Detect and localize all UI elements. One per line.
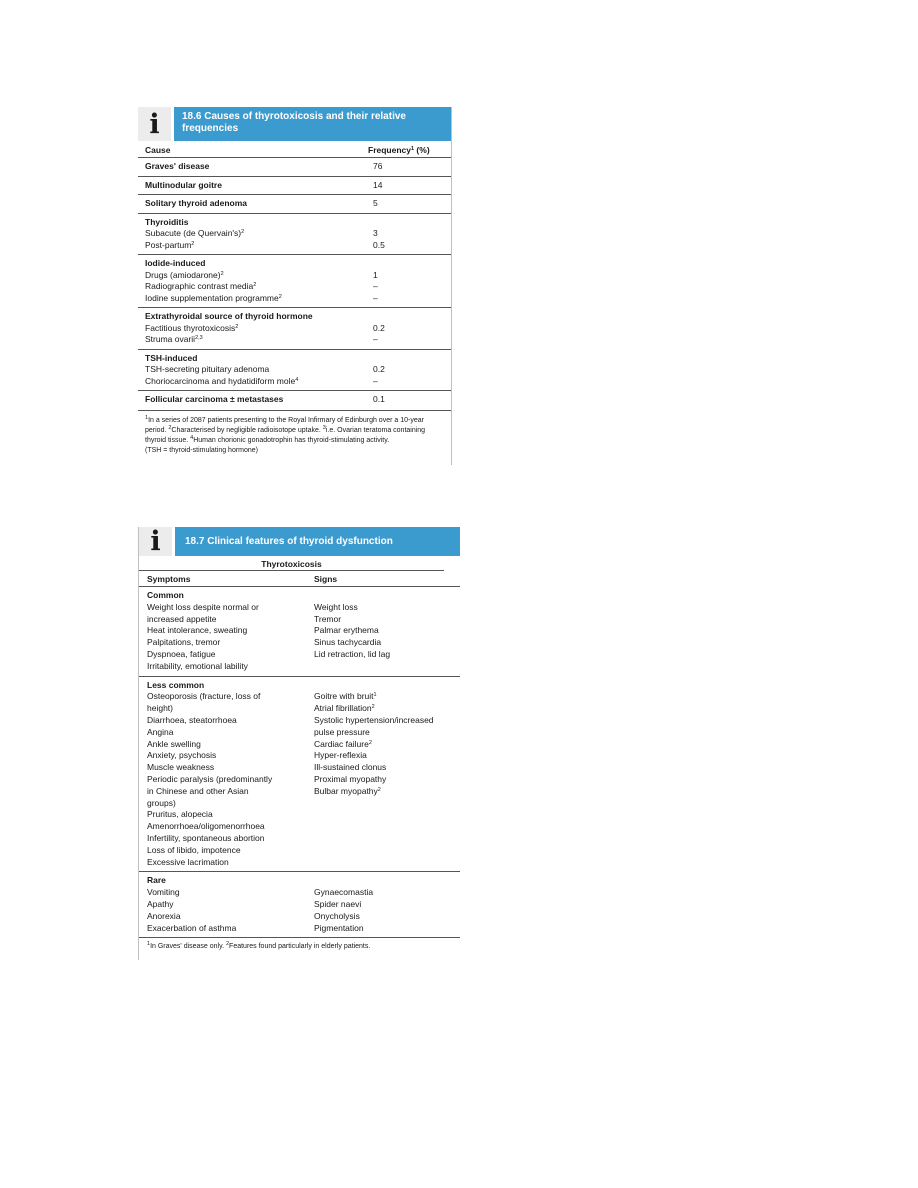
- list-item: Bulbar myopathy$^2$: [314, 785, 381, 796]
- signs-list: [314, 602, 460, 673]
- group-heading: Iodide-induced: [145, 258, 206, 268]
- frequency-cell: –: [373, 281, 378, 291]
- cause-cell: Iodine supplementation programme$^2$: [145, 292, 282, 303]
- list-item: Anorexia: [147, 910, 181, 921]
- col-symptoms: Symptoms: [147, 574, 191, 584]
- cause-cell: Subacute (de Quervain's)$^2$: [145, 228, 245, 238]
- list-item: Pruritus, alopecia: [147, 809, 213, 820]
- cause-cell: Choriocarcinoma and hydatidiform mole$^4$: [145, 375, 299, 386]
- list-item: Periodic paralysis (predominantly: [147, 773, 273, 784]
- group-heading: Extrathyroidal source of thyroid hormone: [145, 311, 313, 321]
- list-item: pulse pressure: [314, 726, 370, 737]
- list-item: Loss of libido, impotence: [147, 844, 241, 855]
- col-frequency: Frequency$^1$ (%): [368, 145, 430, 155]
- table-row-group: [138, 350, 451, 392]
- cause-cell: TSH-secreting pituitary adenoma: [145, 364, 270, 374]
- list-item: Apathy: [147, 898, 174, 909]
- signs-list: [314, 887, 460, 934]
- list-item: increased appetite: [147, 613, 217, 624]
- list-item: Cardiac failure$^2$: [314, 738, 372, 749]
- cause-cell: Radiographic contrast media$^2$: [145, 281, 257, 291]
- info-icon: i: [138, 107, 174, 141]
- list-item: Proximal myopathy: [314, 773, 387, 784]
- section-heading: Common: [147, 590, 184, 600]
- col-cause: Cause: [145, 145, 171, 155]
- table-subheader: Thyrotoxicosis: [139, 556, 444, 571]
- list-item: Gynaecomastia: [314, 887, 374, 898]
- col-signs: Signs: [314, 574, 338, 584]
- list-item: Goitre with bruit$^1$: [314, 691, 377, 702]
- section-less-common: [139, 677, 460, 873]
- table-row: [138, 195, 451, 214]
- section-common: [139, 587, 460, 677]
- frequency-cell: 5: [373, 198, 378, 208]
- cause-cell: Follicular carcinoma ± metastases: [145, 394, 284, 404]
- list-item: Vomiting: [147, 887, 180, 898]
- list-item: Osteoporosis (fracture, loss of: [147, 691, 261, 702]
- signs-list: [314, 691, 460, 868]
- list-item: Weight loss despite normal or: [147, 601, 259, 612]
- frequency-cell: –: [373, 334, 378, 344]
- info-icon: i: [139, 527, 175, 556]
- table-header: [139, 527, 460, 556]
- frequency-cell: 0.2: [373, 364, 385, 374]
- list-item: Sinus tachycardia: [314, 637, 382, 648]
- list-item: Atrial fibrillation$^2$: [314, 703, 375, 714]
- table-row-group: [138, 308, 451, 350]
- frequency-cell: 14: [373, 179, 383, 190]
- table-row-group: [138, 214, 451, 256]
- frequency-cell: 3: [373, 228, 378, 238]
- cause-cell: Graves' disease: [145, 161, 210, 171]
- list-item: Dyspnoea, fatigue: [147, 648, 216, 659]
- frequency-cell: –: [373, 375, 378, 386]
- list-item: Irritability, emotional lability: [147, 660, 248, 671]
- table-clinical-features: [138, 527, 460, 960]
- cause-cell: Struma ovarii$^{2,3}$: [145, 334, 203, 344]
- list-item: Angina: [147, 726, 174, 737]
- list-item: Amenorrhoea/oligomenorrhoea: [147, 821, 265, 832]
- section-heading: Rare: [147, 875, 166, 886]
- table-title: 18.6 Causes of thyrotoxicosis and their relative frequencies: [182, 111, 406, 134]
- list-item: Palmar erythema: [314, 625, 379, 636]
- symptoms-list: [147, 602, 314, 673]
- list-item: groups): [147, 797, 176, 808]
- column-headers: [139, 571, 460, 587]
- group-heading: TSH-induced: [145, 352, 198, 363]
- cause-cell: Post-partum$^2$: [145, 239, 195, 250]
- list-item: Weight loss: [314, 601, 358, 612]
- cause-cell: Multinodular goitre: [145, 179, 222, 190]
- list-item: Palpitations, tremor: [147, 637, 221, 648]
- frequency-cell: 0.2: [373, 322, 385, 333]
- list-item: Infertility, spontaneous abortion: [147, 832, 265, 843]
- list-item: Heat intolerance, sweating: [147, 625, 248, 636]
- table-causes-thyrotoxicosis: [138, 107, 452, 465]
- cause-cell: Factitious thyrotoxicosis$^2$: [145, 322, 239, 333]
- frequency-cell: 0.1: [373, 394, 385, 404]
- list-item: Lid retraction, lid lag: [314, 648, 391, 659]
- list-item: height): [147, 703, 173, 714]
- symptoms-list: [147, 691, 314, 868]
- symptoms-list: [147, 887, 314, 934]
- table-row: [138, 177, 451, 196]
- list-item: Muscle weakness: [147, 762, 215, 773]
- cause-cell: Drugs (amiodarone)$^2$: [145, 269, 224, 280]
- frequency-cell: 0.5: [373, 239, 385, 250]
- list-item: Systolic hypertension/increased: [314, 714, 434, 725]
- table-row: [138, 158, 451, 177]
- table-footnote: $^1$In Graves' disease only. $^2$Features found particularly in elderly patients.: [147, 941, 371, 951]
- frequency-cell: 76: [373, 161, 383, 171]
- list-item: in Chinese and other Asian: [147, 785, 249, 796]
- table-title: 18.7 Clinical features of thyroid dysfunction: [185, 535, 393, 547]
- list-item: Diarrhoea, steatorrhoea: [147, 714, 237, 725]
- group-heading: Thyroiditis: [145, 216, 189, 227]
- list-item: Anxiety, psychosis: [147, 750, 217, 761]
- table-footnote: $^1$In a series of 2087 patients presenting to the Royal Infirmary of Edinburgh over a 10-year period. $^2$Characterised by negligible radioisotope uptake. $^3$i.e. Ovarian teratoma containing thyroid tissue. $^4$Human chorionic gonadotrophin has thyroid-stimulating activity. (TSH = thyroid-stimulating hormone): [145, 414, 426, 454]
- list-item: Spider naevi: [314, 898, 362, 909]
- column-headers: [138, 141, 451, 158]
- list-item: Ill-sustained clonus: [314, 762, 387, 773]
- list-item: Onycholysis: [314, 910, 360, 921]
- list-item: Hyper-reflexia: [314, 750, 367, 761]
- list-item: Exacerbation of asthma: [147, 922, 237, 933]
- section-rare: [139, 872, 460, 938]
- list-item: Excessive lacrimation: [147, 856, 229, 867]
- cause-cell: Solitary thyroid adenoma: [145, 198, 248, 208]
- list-item: Ankle swelling: [147, 738, 201, 749]
- list-item: Pigmentation: [314, 922, 364, 933]
- list-item: Tremor: [314, 613, 342, 624]
- section-heading: Less common: [147, 679, 205, 690]
- frequency-cell: 1: [373, 269, 378, 280]
- table-header: [138, 107, 451, 141]
- table-row: [138, 391, 451, 411]
- table-row-group: [138, 255, 451, 308]
- frequency-cell: –: [373, 292, 378, 303]
